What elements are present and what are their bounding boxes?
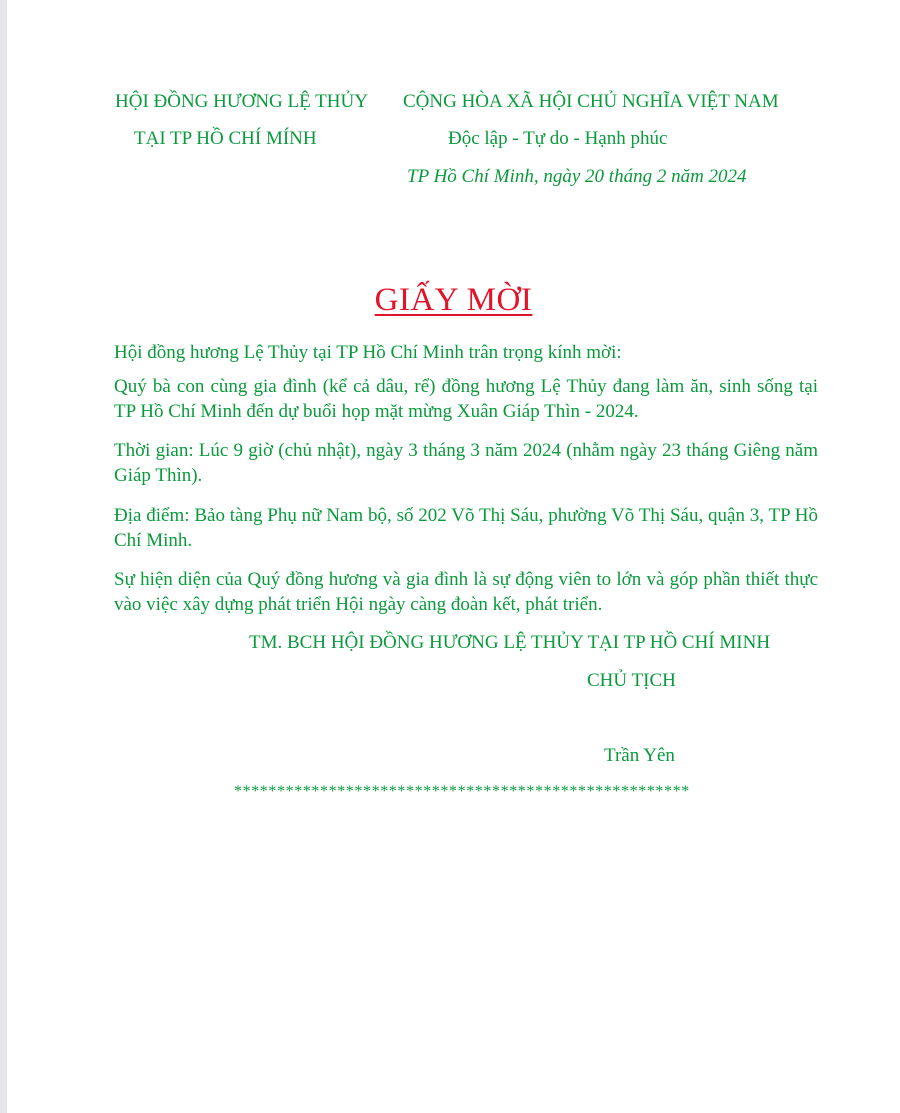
signature-org: TM. BCH HỘI ĐỒNG HƯƠNG LỆ THỦY TẠI TP HỒ CHÍ MINH: [249, 632, 771, 653]
document-date: TP Hồ Chí Minh, ngày 20 tháng 2 năm 2024: [407, 166, 747, 187]
time-paragraph: Thời gian: Lúc 9 giờ (chủ nhật), ngày 3 tháng 3 năm 2024 (nhằm ngày 23 tháng Giêng năm Giáp Thìn).: [114, 440, 818, 486]
greeting-paragraph: Hội đồng hương Lệ Thủy tại TP Hồ Chí Minh trân trọng kính mời:: [114, 342, 622, 363]
nation-motto: Độc lập - Tự do - Hạnh phúc: [448, 128, 668, 149]
invite-paragraph: Quý bà con cùng gia đình (kể cả dâu, rể) đồng hương Lệ Thủy đang làm ăn, sinh sống tại TP Hồ Chí Minh đến dự buổi họp mặt mừng Xuân Giáp Thìn - 2024.: [114, 376, 818, 422]
nation-name: CỘNG HÒA XÃ HỘI CHỦ NGHĨA VIỆT NAM: [403, 91, 779, 112]
asterisk-divider: *****************************************************: [234, 783, 690, 800]
place-paragraph: Địa điểm: Bảo tàng Phụ nữ Nam bộ, số 202 Võ Thị Sáu, phường Võ Thị Sáu, quận 3, TP Hồ Chí Minh.: [114, 505, 818, 551]
document-page: [7, 0, 900, 1113]
signature-name: Trần Yên: [604, 745, 675, 766]
signature-role: CHỦ TỊCH: [587, 670, 676, 691]
document-title: GIẤY MỜI: [374, 282, 533, 318]
closing-paragraph: Sự hiện diện của Quý đồng hương và gia đình là sự động viên to lớn và góp phần thiết thực vào việc xây dựng phát triển Hội ngày càng đoàn kết, phát triển.: [114, 569, 818, 615]
org-name-line2: TẠI TP HỒ CHÍ MÍNH: [134, 128, 317, 149]
org-name-line1: HỘI ĐỒNG HƯƠNG LỆ THỦY: [115, 91, 368, 112]
page-edge: [0, 0, 7, 1113]
